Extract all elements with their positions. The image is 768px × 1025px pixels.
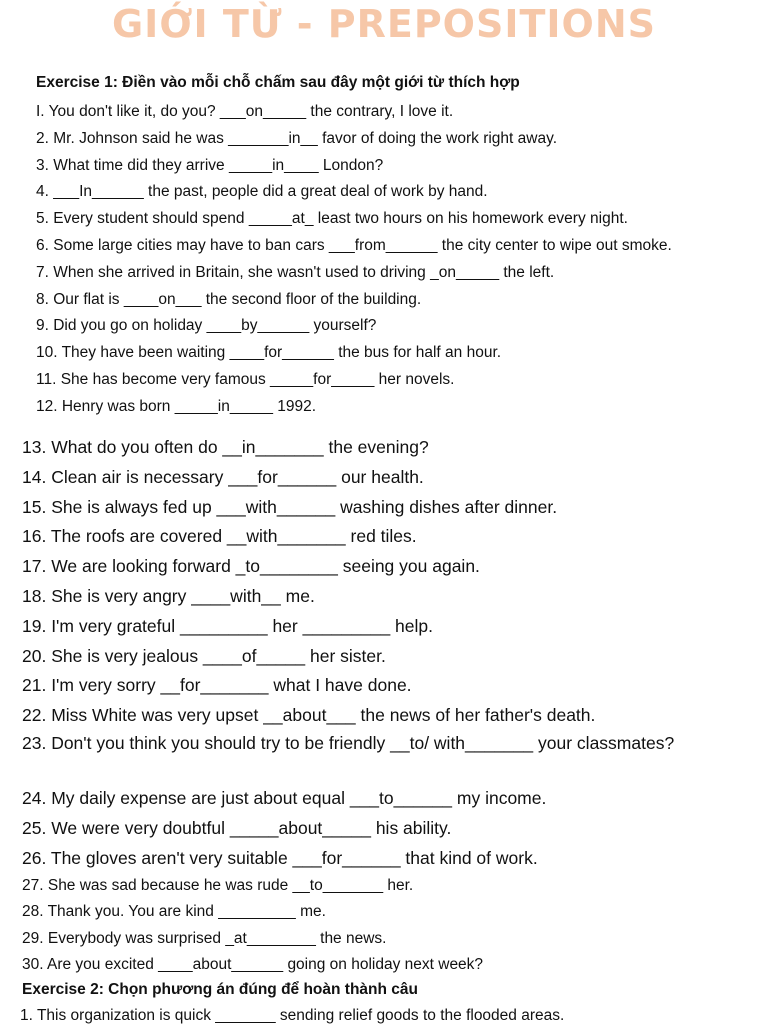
list-item: 25. We were very doubtful _____about_____ his ability. [22, 817, 452, 838]
list-item: 27. She was sad because he was rude __to_______ her. [22, 877, 414, 894]
list-item: 17. We are looking forward _to________ seeing you again. [22, 556, 480, 577]
list-item: 9. Did you go on holiday ____by______ yourself? [36, 317, 377, 335]
exercise-1-items-1-12 [36, 101, 768, 423]
list-item: 7. When she arrived in Britain, she wasn't used to driving _on_____ the left. [36, 263, 555, 281]
list-item: 24. My daily expense are just about equal ___to______ my income. [22, 787, 547, 808]
list-item: 3. What time did they arrive _____in____ London? [36, 156, 384, 174]
exercise-1-items-13-26 [22, 434, 768, 874]
list-item: 23. Don't you think you should try to be friendly __to/ with_______ your classmates? [22, 732, 675, 753]
list-item: 2. Mr. Johnson said he was _______in__ favor of doing the work right away. [36, 129, 557, 147]
list-item: 20. She is very jealous ____of_____ her sister. [22, 645, 386, 666]
list-item: 16. The roofs are covered __with_______ red tiles. [22, 526, 417, 547]
list-item: 18. She is very angry ____with__ me. [22, 585, 315, 606]
list-item: 26. The gloves aren't very suitable ___for______ that kind of work. [22, 847, 538, 868]
list-item: 6. Some large cities may have to ban cars ___from______ the city center to wipe out smoke. [36, 236, 672, 254]
list-item: 21. I'm very sorry __for_______ what I have done. [22, 675, 412, 696]
list-item: 13. What do you often do __in_______ the evening? [22, 437, 429, 457]
list-item: 19. I'm very grateful _________ her _________ help. [22, 615, 434, 636]
list-item: 15. She is always fed up ___with______ washing dishes after dinner. [22, 496, 558, 517]
list-item: 11. She has become very famous _____for_____ her novels. [36, 370, 455, 388]
list-item: 22. Miss White was very upset __about___ the news of her father's death. [22, 705, 596, 726]
list-item: 14. Clean air is necessary ___for______ our health. [22, 466, 424, 487]
list-item: 1. This organization is quick _______ sending relief goods to the flooded areas. [20, 1007, 565, 1024]
list-item: 8. Our flat is ____on___ the second floor of the building. [36, 290, 422, 308]
list-item: 12. Henry was born _____in_____ 1992. [36, 397, 317, 415]
list-item: 5. Every student should spend _____at_ least two hours on his homework every night. [36, 210, 628, 228]
list-item: I. You don't like it, do you? ___on_____ the contrary, I love it. [36, 103, 454, 120]
list-item: 10. They have been waiting ____for______ the bus for half an hour. [36, 344, 502, 362]
list-item: 28. Thank you. You are kind _________ me. [22, 903, 326, 921]
list-item: 30. Are you excited ____about______ going on holiday next week? [22, 955, 484, 973]
list-item: 29. Everybody was surprised _at________ the news. [22, 929, 387, 947]
list-item: 4. ___In______ the past, people did a great deal of work by hand. [36, 183, 488, 201]
exercise-1-items-27-30 [22, 875, 768, 980]
exercise-1-heading: Exercise 1: Điền vào mỗi chỗ chấm sau đây một giới từ thích hợp [36, 74, 520, 91]
page-title: GIỚI TỪ - PREPOSITIONS [111, 2, 657, 46]
exercise-2-heading: Exercise 2: Chọn phương án đúng để hoàn thành câu [22, 981, 418, 998]
